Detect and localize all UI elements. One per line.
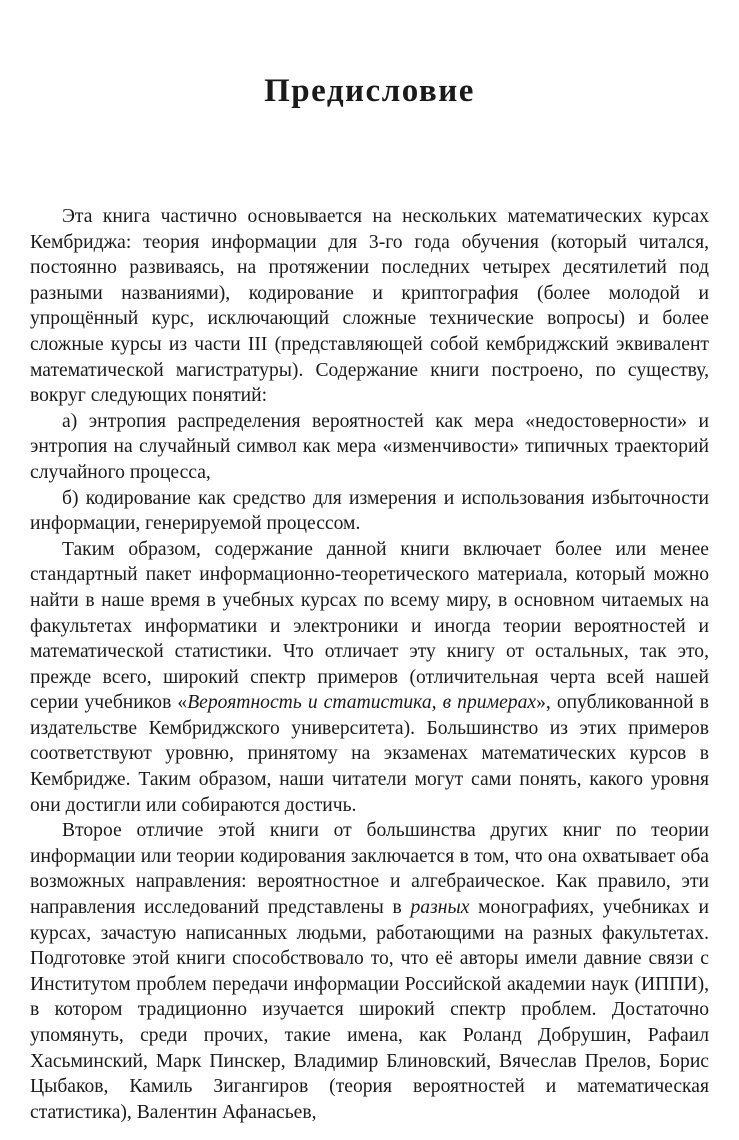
paragraph-text: а) энтропия распределения вероятностей как мера «недостоверности» и энтропия на случайный символ как мера «изменчивости» типичных траекторий случайного процесса, xyxy=(30,410,709,483)
paragraph-second-difference xyxy=(30,818,709,1125)
paragraph-item-a xyxy=(30,409,709,486)
emphasis-italic: разных xyxy=(410,897,470,919)
paragraph-text: », опубликованной в издательстве Кембриджского университета). Большинство из этих примеров соответствуют уровню, принятому на экзаменах математических курсов в Кембридже. Таким образом, наши читатели могут сами понять, какого уровня они достигли или собираются достичь. xyxy=(30,692,709,816)
paragraph-text: Эта книга частично основывается на нескольких математических курсах Кембриджа: теория информации для 3-го года обучения (который читался, постоянно развиваясь, на протяжении последних четырех десятилетий под разными названиями), кодирование и криптография (более молодой и упрощённый курс, исключающий сложные технические вопросы) и более сложные курсы из части III (представляющей собой кембриджский эквивалент математической магистратуры). Содержание книги построено, по существу, вокруг следующих понятий: xyxy=(30,206,709,407)
paragraph-text: монографиях, учебниках и курсах, зачастую написанных людьми, работающими на разных факультетах. Подготовке этой книги способствовало то, что её авторы имели давние связи с Институтом проблем передачи информации Российской академии наук (ИППИ), в котором традиционно изучается широкий спектр проблем. Достаточно упомянуть, среди прочих, такие имена, как Роланд Добрушин, Рафаил Хасьминский, Марк Пинскер, Владимир Блиновский, Вячеслав Прелов, Борис Цыбаков, Камиль Зигангиров (теория вероятностей и математическая статистика), Валентин Афанасьев, xyxy=(30,897,709,1123)
paragraph-intro xyxy=(30,204,709,409)
paragraph-item-b xyxy=(30,486,709,537)
body-text xyxy=(30,204,709,1125)
paragraph-text: б) кодирование как средство для измерения и использования избыточности информации, генерируемой процессом. xyxy=(30,487,709,535)
page-title: Предисловие xyxy=(264,73,475,109)
paragraph-text: Второе отличие этой книги от большинства других книг по теории информации или теории кодирования заключается в том, что она охватывает оба возможных направления: вероятностное и алгебраическое. Как правило, эти направления исследований представлены в xyxy=(30,820,709,919)
series-title-italic: Вероятность и статистика, в примерах xyxy=(187,692,537,714)
paragraph-content xyxy=(30,537,709,819)
paragraph-text: Таким образом, содержание данной книги включает более или менее стандартный пакет информационно-теоретического материала, который можно найти в наше время в учебных курсах по всему миру, в основном читаемых на факультетах информатики и электроники и иногда теории вероятностей и математической статистики. Что отличает эту книгу от остальных, так это, прежде всего, широкий спектр примеров (отличительная черта всей нашей серии учебников « xyxy=(30,538,709,714)
